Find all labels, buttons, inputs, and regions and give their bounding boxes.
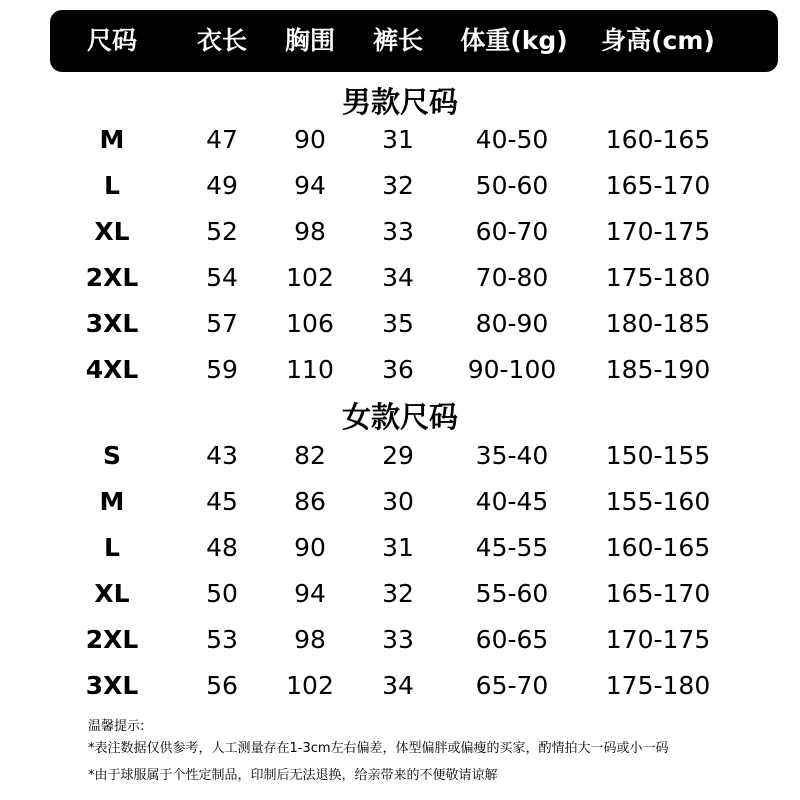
table-row: [0, 666, 800, 706]
notes-title: 温馨提示:: [88, 719, 145, 734]
cell-length: 48: [206, 533, 238, 562]
header-weight: 体重(kg): [460, 26, 568, 55]
cell-weight: 55-60: [475, 579, 549, 608]
cell-chest: 106: [286, 309, 334, 338]
table-row: [0, 482, 800, 522]
cell-length: 59: [206, 355, 238, 384]
cell-length: 47: [206, 125, 238, 154]
header-height: 身高(cm): [601, 26, 715, 55]
cell-weight: 90-100: [467, 355, 557, 384]
cell-pants-length: 29: [382, 441, 414, 470]
cell-height: 160-165: [605, 125, 711, 154]
cell-size: 2XL: [85, 625, 139, 654]
cell-size: 3XL: [85, 671, 139, 700]
cell-weight: 35-40: [475, 441, 549, 470]
note-line: *表注数据仅供参考，人工测量存在1-3cm左右偏差，体型偏胖或偏瘦的买家，酌情拍大一码或小一码: [88, 741, 669, 756]
cell-size: 3XL: [85, 309, 139, 338]
cell-pants-length: 32: [382, 171, 414, 200]
cell-chest: 86: [294, 487, 326, 516]
cell-length: 53: [206, 625, 238, 654]
cell-weight: 65-70: [475, 671, 549, 700]
table-row: [0, 258, 800, 298]
cell-weight: 40-50: [475, 125, 549, 154]
note-line: *由于球服属于个性定制品，印制后无法退换，给亲带来的不便敬请谅解: [88, 768, 498, 783]
table-row: [0, 620, 800, 660]
cell-height: 160-165: [605, 533, 711, 562]
header-size: 尺码: [86, 26, 138, 55]
header-pants-length: 裤长: [372, 26, 424, 55]
cell-height: 155-160: [605, 487, 711, 516]
cell-height: 175-180: [605, 263, 711, 292]
table-row: [0, 120, 800, 160]
cell-chest: 82: [294, 441, 326, 470]
cell-weight: 60-65: [475, 625, 549, 654]
table-row: [0, 574, 800, 614]
cell-height: 165-170: [605, 579, 711, 608]
cell-weight: 60-70: [475, 217, 549, 246]
cell-chest: 98: [294, 625, 326, 654]
table-row: [0, 166, 800, 206]
cell-size: XL: [94, 579, 130, 608]
cell-length: 50: [206, 579, 238, 608]
cell-pants-length: 31: [382, 125, 414, 154]
cell-height: 165-170: [605, 171, 711, 200]
table-row: [0, 350, 800, 390]
cell-pants-length: 33: [382, 625, 414, 654]
cell-weight: 45-55: [475, 533, 549, 562]
size-table-header: [50, 10, 778, 72]
cell-chest: 102: [286, 671, 334, 700]
header-chest: 胸围: [284, 26, 336, 55]
cell-length: 54: [206, 263, 238, 292]
cell-chest: 94: [294, 171, 326, 200]
cell-size: 2XL: [85, 263, 139, 292]
cell-pants-length: 32: [382, 579, 414, 608]
women-section-title: 女款尺码: [341, 400, 458, 434]
cell-length: 45: [206, 487, 238, 516]
header-length: 衣长: [196, 26, 248, 55]
cell-length: 56: [206, 671, 238, 700]
cell-length: 43: [206, 441, 238, 470]
cell-chest: 90: [294, 125, 326, 154]
cell-chest: 98: [294, 217, 326, 246]
cell-length: 49: [206, 171, 238, 200]
notes-block: [88, 716, 669, 792]
men-section-title: 男款尺码: [341, 85, 458, 119]
cell-weight: 50-60: [475, 171, 549, 200]
table-row: [0, 528, 800, 568]
cell-size: S: [102, 441, 122, 470]
cell-height: 150-155: [605, 441, 711, 470]
cell-weight: 40-45: [475, 487, 549, 516]
cell-size: M: [99, 487, 125, 516]
cell-chest: 90: [294, 533, 326, 562]
cell-size: 4XL: [85, 355, 139, 384]
cell-pants-length: 31: [382, 533, 414, 562]
table-row: [0, 212, 800, 252]
cell-height: 170-175: [605, 217, 711, 246]
cell-height: 185-190: [605, 355, 711, 384]
cell-size: XL: [94, 217, 130, 246]
cell-weight: 70-80: [475, 263, 549, 292]
cell-size: M: [99, 125, 125, 154]
cell-pants-length: 33: [382, 217, 414, 246]
table-row: [0, 436, 800, 476]
cell-pants-length: 30: [382, 487, 414, 516]
cell-length: 52: [206, 217, 238, 246]
cell-pants-length: 35: [382, 309, 414, 338]
cell-height: 170-175: [605, 625, 711, 654]
cell-weight: 80-90: [475, 309, 549, 338]
cell-size: L: [104, 533, 120, 562]
cell-size: L: [104, 171, 120, 200]
table-row: [0, 304, 800, 344]
cell-chest: 102: [286, 263, 334, 292]
cell-height: 175-180: [605, 671, 711, 700]
cell-pants-length: 34: [382, 671, 414, 700]
cell-length: 57: [206, 309, 238, 338]
cell-height: 180-185: [605, 309, 711, 338]
cell-pants-length: 34: [382, 263, 414, 292]
cell-chest: 110: [286, 355, 334, 384]
cell-chest: 94: [294, 579, 326, 608]
cell-pants-length: 36: [382, 355, 414, 384]
